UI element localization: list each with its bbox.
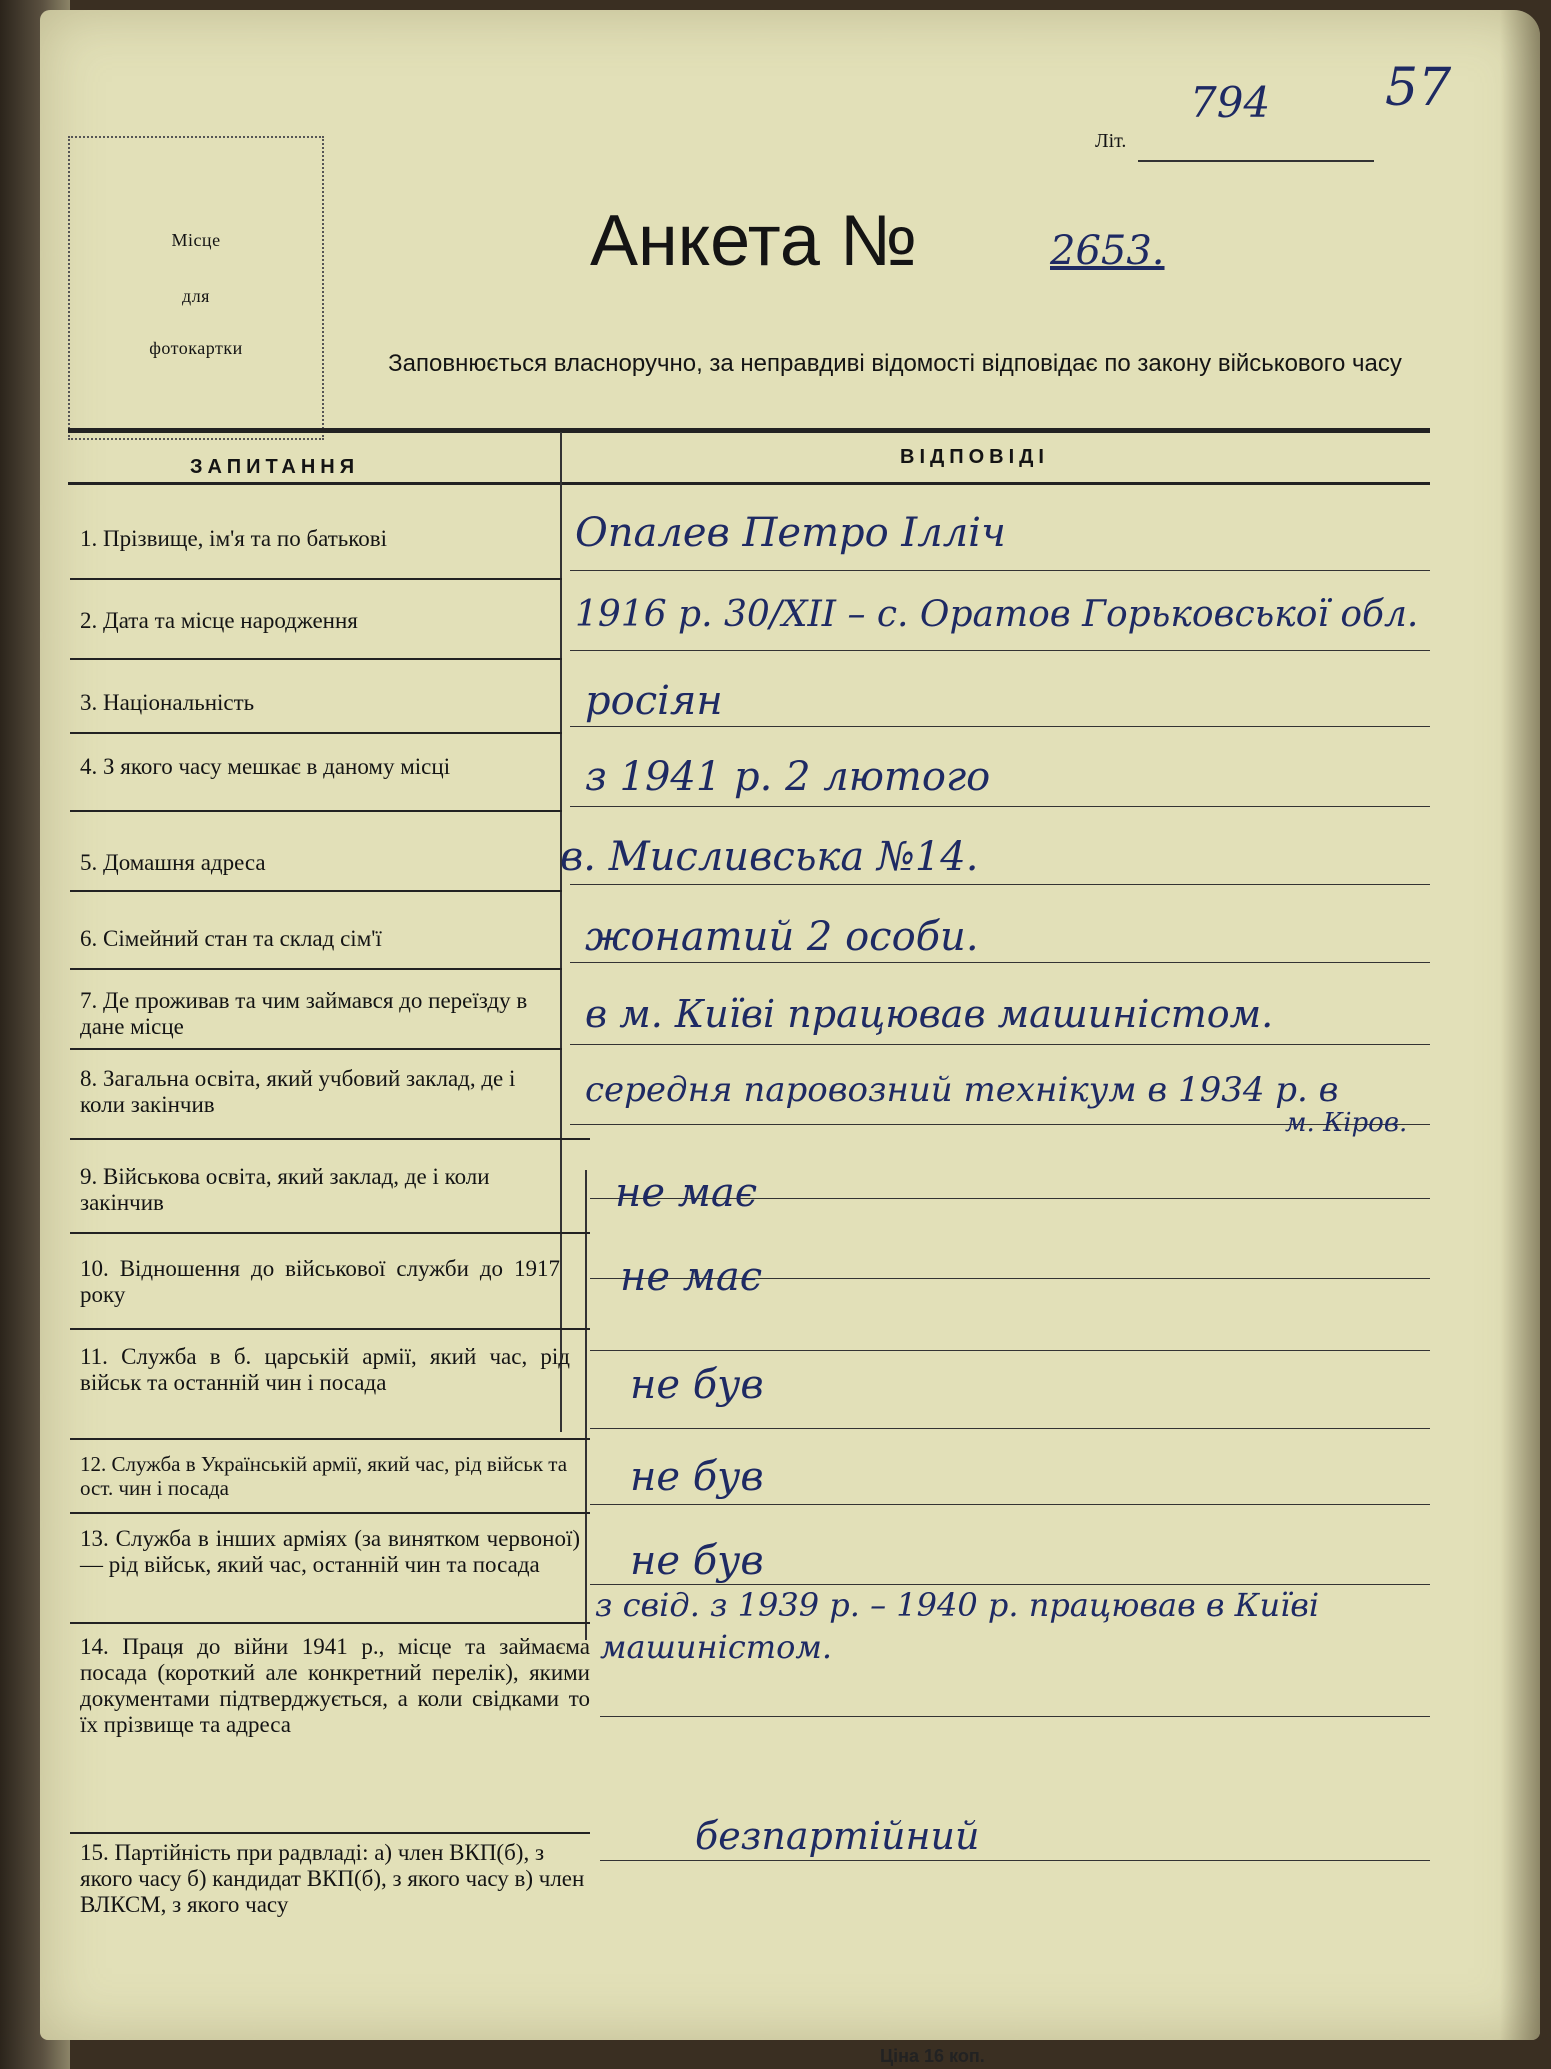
- photo-placeholder: [68, 136, 324, 440]
- photo-label-line-3: фотокартки: [149, 338, 243, 358]
- lit-label: Літ.: [1095, 130, 1127, 152]
- column-divider-lower: [585, 1170, 587, 1640]
- question-6: 6. Сімейний стан та склад сім'ї: [80, 926, 382, 951]
- question-12: 12. Служба в Українській армії, який час, рід військ та ост. чин і посада: [80, 1452, 568, 1500]
- column-header-rule: [68, 482, 1430, 485]
- answer-11: не був: [630, 1362, 764, 1408]
- answer-14-line-2: машиністом.: [600, 1628, 833, 1666]
- answer-2: 1916 р. 30/XII – с. Оратов Горьковської обл.: [575, 594, 1419, 635]
- question-15: 15. Партійність при радвладі: а) член ВКП(б), з якого часу б) кандидат ВКП(б), з якого часу в) член ВЛКСМ, з якого часу: [80, 1840, 585, 1917]
- form-number: 2653.: [1050, 228, 1165, 274]
- answer-5: в. Мисливська №14.: [560, 834, 979, 880]
- question-8: 8. Загальна освіта, який учбовий заклад, де і коли закінчив: [80, 1066, 516, 1117]
- question-10: 10. Відношення до військової служби до 1917 року: [80, 1256, 560, 1307]
- answer-15: безпартійний: [695, 1814, 980, 1858]
- answer-13: не був: [630, 1538, 764, 1584]
- answer-14-line-1: з свід. з 1939 р. – 1940 р. працював в Київі: [595, 1586, 1320, 1624]
- answer-10: не має: [620, 1254, 763, 1300]
- column-divider: [560, 432, 562, 1432]
- question-9: 9. Військова освіта, який заклад, де і коли закінчив: [80, 1164, 490, 1215]
- form-subtitle: Заповнюється власноручно, за неправдиві відомості відповідає по закону військового часу: [388, 350, 1402, 377]
- page-number: 57: [1385, 58, 1452, 118]
- answer-9: не має: [615, 1170, 758, 1216]
- question-11: 11. Служба в б. царській армії, який час, рід військ та останній чин і посада: [80, 1344, 570, 1395]
- question-1: 1. Прізвище, ім'я та по батькові: [80, 526, 388, 551]
- question-5: 5. Домашня адреса: [80, 850, 266, 875]
- lit-line: [1138, 160, 1374, 162]
- header-rule: [68, 428, 1430, 433]
- answer-3: росіян: [585, 678, 723, 724]
- answer-1: Опалев Петро Ілліч: [575, 510, 1006, 556]
- answer-6: жонатий 2 особи.: [585, 914, 979, 960]
- answer-12: не був: [630, 1454, 764, 1500]
- answer-7: в м. Київі працював машиністом.: [585, 992, 1274, 1036]
- form-title: Анкета №: [590, 201, 918, 281]
- question-4: 4. З якого часу мешкає в даному місці: [80, 754, 451, 779]
- photo-label-line-2: для: [182, 286, 210, 306]
- column-header-answers: ВІДПОВІДІ: [900, 446, 1049, 468]
- answer-8-line-1: середня паровозний технікум в 1934 р. в: [585, 1070, 1339, 1110]
- question-7: 7. Де проживав та чим займався до переїзду в дане місце: [80, 988, 528, 1039]
- column-header-questions: ЗАПИТАННЯ: [190, 456, 360, 478]
- question-3: 3. Національність: [80, 690, 255, 715]
- photo-label-line-1: Місце: [171, 230, 221, 250]
- question-2: 2. Дата та місце народження: [80, 608, 358, 633]
- answer-8-line-2: м. Кіров.: [1285, 1108, 1408, 1138]
- answer-4: з 1941 р. 2 лютого: [585, 754, 991, 800]
- price-label: Ціна 16 коп.: [880, 2046, 985, 2066]
- questionnaire-page: [40, 10, 1540, 2040]
- question-14: 14. Праця до війни 1941 р., місце та займаєма посада (короткий але конкретний перелік), якими документами підтверджується, а коли свідками то їх прізвище та адреса: [80, 1634, 590, 1737]
- question-13: 13. Служба в інших арміях (за винятком червоної) — рід військ, який час, останній чин та посада: [80, 1526, 580, 1577]
- lit-value: 794: [1190, 78, 1271, 127]
